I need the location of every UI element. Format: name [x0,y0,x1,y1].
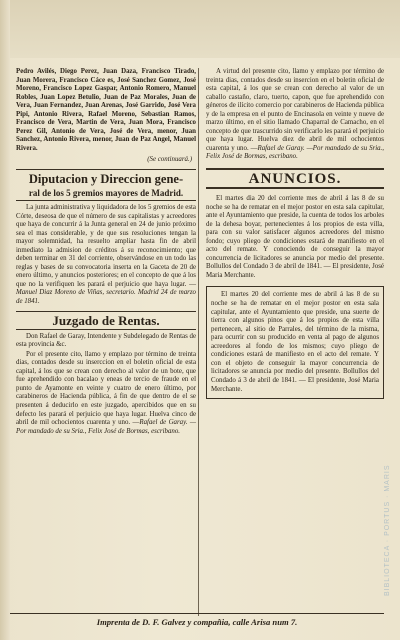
printer-imprint: Imprenta de D. F. Galvez y compañia, calle Arisa num 7. [10,613,384,631]
caballo-signature: Rafael de Garay. —Por mandado de su Sria., Felix José de Bormas, escribano. [206,144,385,161]
witness-list: Pedro Avilés, Diego Perez, Juan Daza, Francisco Tirado, Juan Morera, Francisco Cáce es, José Sanchez Gomez, José Moreno, Francisco Lopez Gaspar, Antonio Romero, Manuel Robles, Juan Lopez Betulio, Juan de Paz Morales, Juan de Vera, Juan Fernandez, Juan Arenas, José Garrido, José Vera Pipi, Antonio Rivera, Rafael Moreno, Sebastian Ramos, Francisco de Vera, Martin de Vera, Juan Mora, Francisco Perez Gil, Antonio de Vera, José de Vera, menor, Juan Sanchez, Antonio Rivera, menor, Juan de Paz Angel, Manuel Rivera. [16,68,196,152]
gremios-notice-text: La junta administrativa y liquidadora de los 5 gremios de esta Córte, deseosa de que el número de sus capitalistas y acreedores que haya de concurrir á la Junta general en 24 de junio próximo sea el mas considerable, y de que sus resoluciones tengan la mayor solemnidad, ha resuelto ampliar hasta fin de abril inmediato la admision de créditos á su reconocimiento; que deben terminar en 31 del corriente, observándose en un todo las reglas y bases de su convocatoria inserta en la Gaceta de 20 de enero último, y anuncios posteriores; en el concepto de que á los que no la verifiquen les parará el perjuicio que haya lugar. — [16,204,196,288]
juzgado-notice-text: Por el presente cito, llamo y emplazo por término de treinta dias, contados desde su inserccion en el boletin oficial de esta capital, á los que se crean con derecho al valor de un bote, que fue aprehendido con bacalao y eneas de tercio de fraude en el punto de Ayamonte en veinte y cuatro de enero último, por carabineros de Hacienda pública, á fin de que dentro de el se presenten á deducirlo en este juzgado, apercibidos que en su defecto les parará el perjuicio que haya lugar. Huelva cinco de abril de mil ochocientos cuarenta y uno. — [16,350,196,427]
paper-top-shadow [0,0,400,58]
anuncio-arboles: El martes dia 20 del corriente mes de abril á las 8 de su noche se ha de rematar en el mejor postor en esta sala capitular, ante el Ayuntamiento que preside, la cuenta de todos los arboles de la dehesa boyar, pertenecientes á los propios de esta villa, para con su valor satisfacer algunos acreedores del mismo fondo; cuyo pliego de condiciones estará de manifiesto en el acto del remate. Y conociendo de conseguir la mayor concurrencia de licitadores se anuncia por medio del presente. Bollullos del Condado 3 de abril de 1841. — El presidente, José Maria Merchante. [206,195,384,279]
caballo-notice-text: A virtud del presente cito, llamo y emplazo por término de treinta dias, contados desde su insercion en el boletin oficial de esta capital, á los que se crean con derecho al valor de un caballo castaño, claro, tuerto, capon, que fue aprehendido con géneros de ilícito comercio por carabineros de Hacienda pública y de la empresa en el punto de Encinasola en veinte y nueve de marzo último, en el sitio llamado Chaparral de Camacho, en el concepto de que trascurrido sin verificarlo les parará el perjuicio que haya lugar. Huelva diez de abril de mil ochocientos cuarenta y uno. — [206,68,384,152]
gremios-notice [16,204,196,307]
anuncio-tierra-box [206,286,384,399]
heading-diputacion-line2: ral de los 5 gremios mayores de Madrid. [28,188,184,199]
caballo-notice [206,68,384,162]
right-column [206,68,384,399]
paper-left-edge [0,0,10,640]
heading-juzgado: Juzgado de Rentas. [16,311,196,330]
heading-diputacion [16,169,196,201]
anuncio-tierra: El martes 20 del corriente mes de abril á las 8 de su noche se ha de rematar en el mejor postor en esta sala capitular, ante el Ayuntamiento que preside, una suerte de tierra con algunos pinos que á los propios de esta villa pertenecen, al sitio de Parrales, del término de la misma, para ocurrir con su producido en venta al pago de algunos acreedores al fondo de los mismos; cuyo pliego de condiciones estará de manifiesto en el acto del remate. Y con el objeto de conseguir la mayor concurrencia de licitadores se anuncia por medio del presente. Bollullos del Condado á 3 de abril de 1841. — El presidente, José Maria Merchante. [211,291,379,393]
heading-anuncios: ANUNCIOS. [206,168,384,189]
juzgado-notice [16,351,196,436]
continua-note: (Se continuará.) [147,156,192,164]
juzgado-signature: Rafael de Garay. —Por mandado de su Sria., Felix José de Bormas, escribano. [16,419,196,435]
column-divider [198,68,199,616]
gremios-signature: Manuel Diaz Moreno de Viñas, secretario. Madrid 24 de marzo de 1841. [16,289,196,306]
heading-diputacion-line1: Diputacion y Direccion gene- [28,172,184,187]
library-stamp: BIBLIOTECA · PORTUS · MARIS [384,464,391,596]
left-column [16,68,196,437]
juzgado-intro: Don Rafael de Garay, Intendente y Subdelegado de Rentas de esta provincia &c. [16,332,196,349]
